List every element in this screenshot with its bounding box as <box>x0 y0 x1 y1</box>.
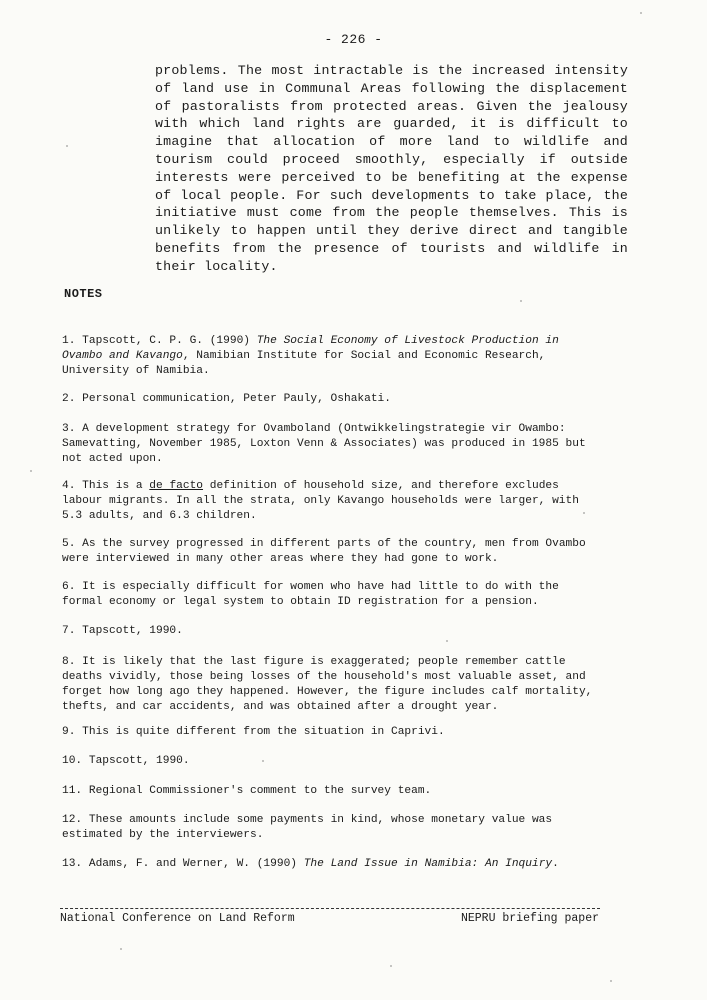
note-text: This is quite different from the situation in Caprivi. <box>82 726 445 738</box>
note-text-cont: definition of household size, and therefore excludes labour migrants. In all the strata, only Kavango households were larger, with 5.3 adults, and 6.3 children. <box>62 480 579 522</box>
note-text: Personal communication, Peter Pauly, Oshakati. <box>82 393 391 405</box>
note-number: 13. <box>62 858 83 870</box>
footer-conference: National Conference on Land Reform <box>60 912 295 925</box>
note-text: These amounts include some payments in kind, whose monetary value was estimated by the interviewers. <box>62 814 553 841</box>
note-number: 11. <box>62 785 83 797</box>
note-text: Tapscott, 1990. <box>82 625 183 637</box>
note-9 <box>62 725 600 740</box>
note-title: The Land Issue in Namibia: An Inquiry <box>303 858 553 870</box>
scan-speck <box>640 12 642 14</box>
note-6 <box>62 580 600 610</box>
note-number: 12. <box>62 814 83 826</box>
note-10 <box>62 754 600 769</box>
note-number: 7. <box>62 625 76 637</box>
footer-series: NEPRU briefing paper <box>460 912 599 925</box>
note-text: Adams, F. and Werner, W. (1990) <box>88 858 304 870</box>
note-3 <box>62 422 600 467</box>
scan-speck <box>30 470 32 472</box>
body-paragraph: problems. The most intractable is the increased intensity of land use in Communal Areas following the displacement of pastoralists from protected areas. Given the jealousy with which land rights are guarded, it is difficult to imagine that allocation of more land to wildlife and tourism could proceed smoothly, especially if outside interests were perceived to be benefiting at the expense of local people. For such developments to take place, the initiative must come from the people themselves. This is unlikely to happen until they derive direct and tangible benefits from the presence of tourists and wildlife in their locality. <box>155 63 628 274</box>
note-number: 3. <box>62 423 76 435</box>
note-4 <box>62 479 600 524</box>
note-number: 5. <box>62 538 76 550</box>
note-emph: de facto <box>149 480 204 492</box>
note-text: Tapscott, C. P. G. (1990) <box>82 335 257 347</box>
note-number: 6. <box>62 581 76 593</box>
note-text: As the survey progressed in different parts of the country, men from Ovambo were interviewed in many other areas where they had gone to work. <box>62 538 586 565</box>
note-number: 4. <box>62 480 76 492</box>
note-number: 8. <box>62 656 76 668</box>
note-text: It is especially difficult for women who have had little to do with the formal economy or legal system to obtain ID registration for a pension. <box>62 581 559 608</box>
note-2 <box>62 392 600 407</box>
note-number: 9. <box>62 726 76 738</box>
note-text: It is likely that the last figure is exaggerated; people remember cattle deaths vividly, those being losses of the household's most valuable asset, and forget how long ago they happened. However, the figure includes calf mortality, thefts, and car accidents, and was obtained after a drought year. <box>62 656 593 713</box>
note-8 <box>62 655 600 715</box>
notes-heading: NOTES <box>64 287 103 301</box>
scan-speck <box>390 965 392 967</box>
note-11 <box>62 784 600 799</box>
note-text-cont: , Namibian Institute for Social and Economic Research, University of Namibia. <box>62 350 546 377</box>
note-12 <box>62 813 600 843</box>
note-text: This is a <box>82 480 150 492</box>
note-number: 10. <box>62 755 83 767</box>
note-13 <box>62 857 600 872</box>
note-text: Tapscott, 1990. <box>88 755 190 767</box>
scan-speck <box>520 300 522 302</box>
note-7 <box>62 624 600 639</box>
note-text: A development strategy for Ovamboland (Ontwikkelingstrategie vir Owambo: Samevatting, November 1985, Loxton Venn & Associates) was produced in 1985 but not acted upon. <box>62 423 586 465</box>
note-number: 2. <box>62 393 76 405</box>
page-number: - 226 - <box>324 32 383 47</box>
scan-speck <box>446 640 448 642</box>
scan-speck <box>66 145 68 147</box>
note-5 <box>62 537 600 567</box>
note-number: 1. <box>62 335 76 347</box>
scan-speck <box>610 980 612 982</box>
footer-rule <box>60 908 600 909</box>
note-1 <box>62 334 600 379</box>
note-title: The Social Economy of Livestock Production in Ovambo and Kavango <box>62 335 559 362</box>
scan-speck <box>120 948 122 950</box>
scan-speck <box>262 760 264 762</box>
note-text: Regional Commissioner's comment to the survey team. <box>88 785 432 797</box>
note-text-cont: . <box>552 858 559 870</box>
scan-speck <box>583 512 585 514</box>
